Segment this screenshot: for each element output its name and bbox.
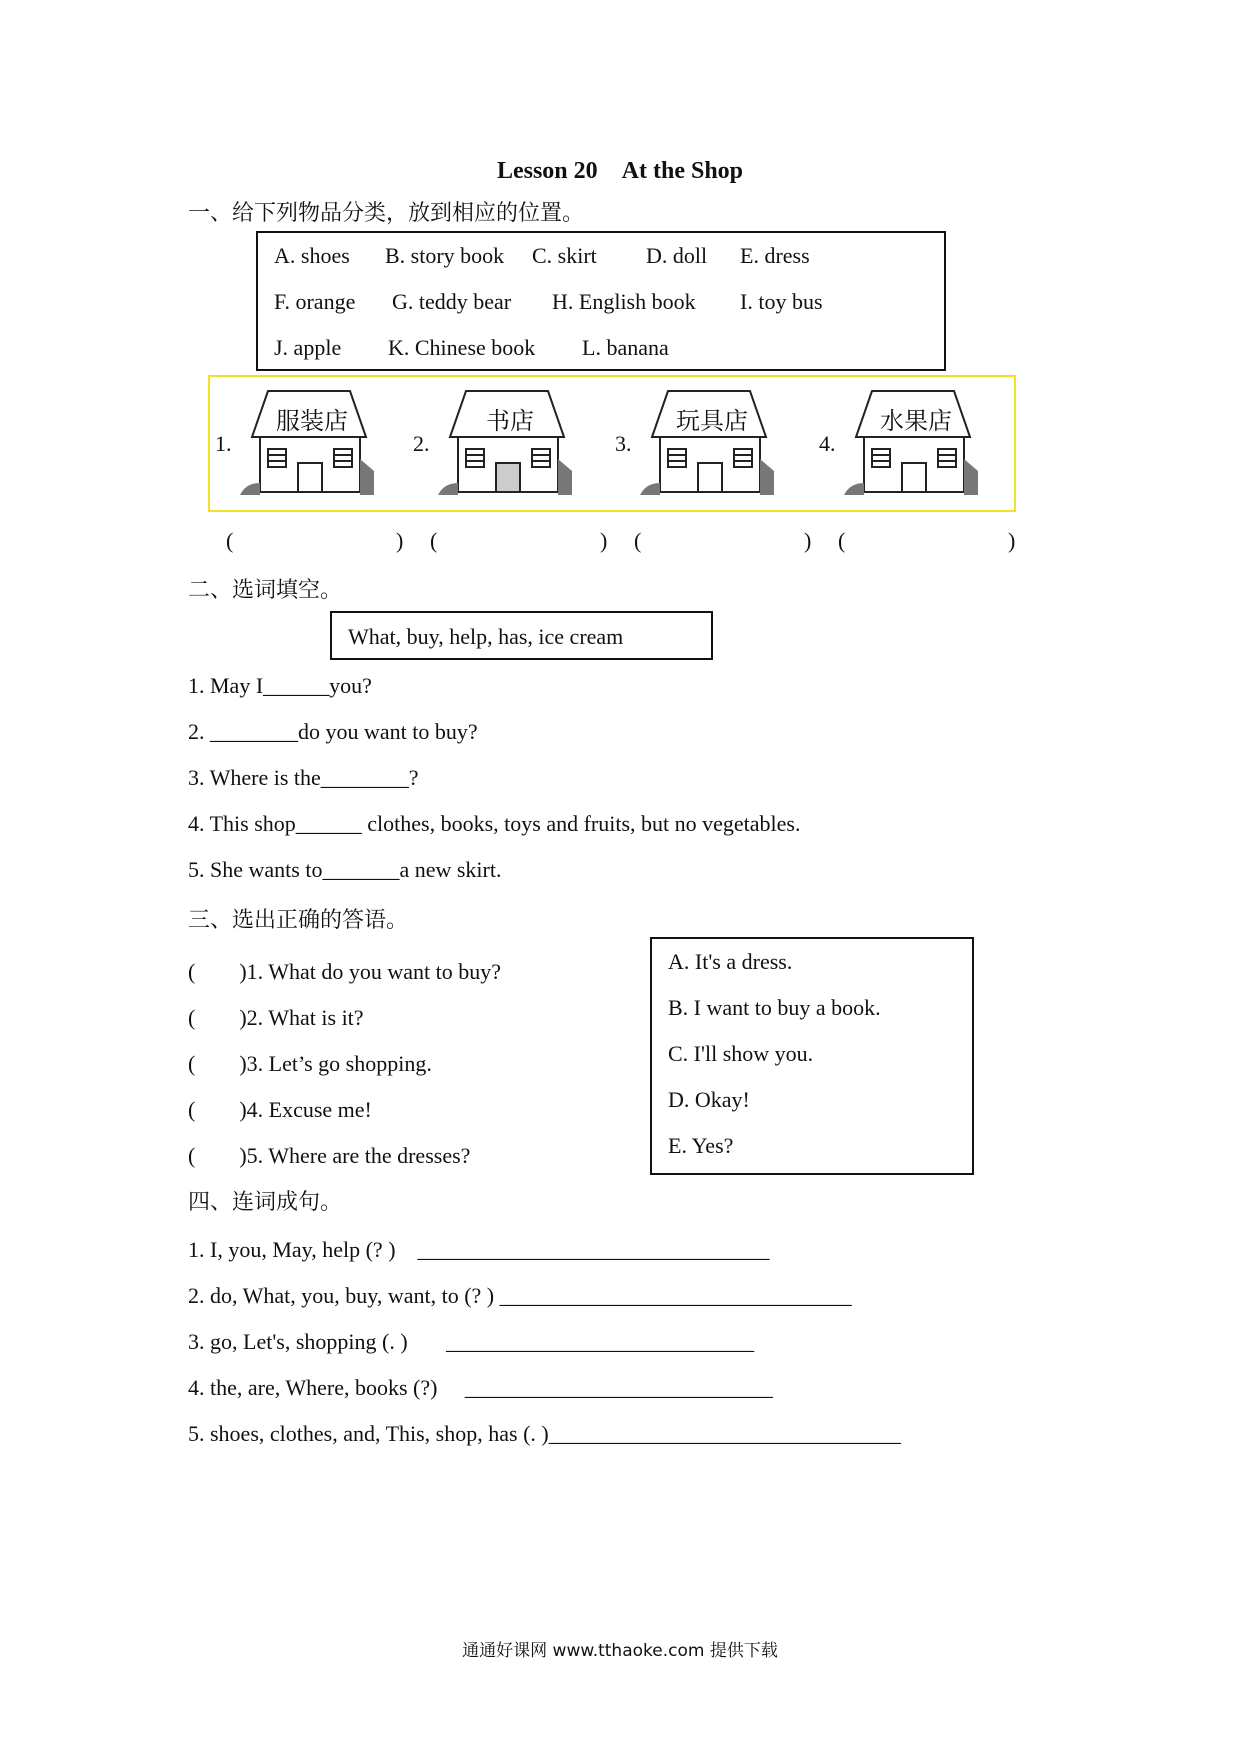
shop-4-sign: 水果店 bbox=[880, 407, 952, 435]
question-4: ( )4. Excuse me! bbox=[188, 1097, 372, 1122]
paren-open-4: ( bbox=[838, 528, 846, 553]
answers-box bbox=[650, 937, 974, 1175]
item-b: B. story book bbox=[385, 243, 505, 268]
paren-close-1: ) bbox=[396, 528, 404, 553]
section3-heading: 三、选出正确的答语。 bbox=[188, 908, 409, 933]
shop-2 bbox=[408, 377, 598, 510]
item-a: A. shoes bbox=[274, 243, 350, 268]
question-5: ( )5. Where are the dresses? bbox=[188, 1143, 471, 1168]
question-1: ( )1. What do you want to buy? bbox=[188, 959, 502, 984]
paren-close-3: ) bbox=[804, 528, 812, 553]
answer-b: B. I want to buy a book. bbox=[668, 995, 881, 1020]
sentence-item-3: 3. go, Let's, shopping (. ) ____________________________ bbox=[188, 1329, 755, 1354]
items-box bbox=[256, 231, 946, 371]
shop-3 bbox=[610, 377, 800, 510]
page-title: Lesson 20 At the Shop bbox=[496, 158, 744, 184]
paren-open-2: ( bbox=[430, 528, 438, 553]
sentence-item-1: 1. I, you, May, help (? ) ________________________________ bbox=[188, 1237, 770, 1262]
fill-item-2: 2. ________do you want to buy? bbox=[188, 719, 478, 744]
item-i: I. toy bus bbox=[740, 289, 823, 314]
answer-c: C. I'll show you. bbox=[668, 1041, 814, 1066]
section1-heading: 一、给下列物品分类，放到相应的位置。 bbox=[188, 201, 585, 226]
shop-3-sign: 玩具店 bbox=[676, 407, 748, 435]
fill-item-1: 1. May I______you? bbox=[188, 673, 372, 698]
answer-e: E. Yes? bbox=[668, 1133, 734, 1158]
shop-4-number: 4. bbox=[819, 431, 836, 456]
wordbox bbox=[330, 611, 713, 660]
shop-2-sign: 书店 bbox=[486, 407, 534, 435]
paren-open-3: ( bbox=[634, 528, 642, 553]
question-2: ( )2. What is it? bbox=[188, 1005, 364, 1030]
sentence-item-2: 2. do, What, you, buy, want, to (? ) ________________________________ bbox=[188, 1283, 852, 1308]
item-k: K. Chinese book bbox=[388, 335, 536, 360]
question-3: ( )3. Let’s go shopping. bbox=[188, 1051, 432, 1076]
answer-d: D. Okay! bbox=[668, 1087, 750, 1112]
answer-a: A. It's a dress. bbox=[668, 949, 793, 974]
shop-1-number: 1. bbox=[215, 431, 232, 456]
item-j: J. apple bbox=[274, 335, 342, 360]
item-g: G. teddy bear bbox=[392, 289, 512, 314]
fill-item-4: 4. This shop______ clothes, books, toys and fruits, but no vegetables. bbox=[188, 811, 801, 836]
fill-item-5: 5. She wants to_______a new skirt. bbox=[188, 857, 502, 882]
shop-1-sign: 服装店 bbox=[276, 407, 348, 435]
item-c: C. skirt bbox=[532, 243, 597, 268]
shops-picture bbox=[208, 375, 1016, 512]
item-d: D. doll bbox=[646, 243, 708, 268]
paren-close-2: ) bbox=[600, 528, 608, 553]
item-h: H. English book bbox=[552, 289, 696, 314]
paren-close-4: ) bbox=[1008, 528, 1016, 553]
sentence-item-4: 4. the, are, Where, books (?) ____________________________ bbox=[188, 1375, 773, 1400]
shop-4 bbox=[814, 377, 1004, 510]
wordbox-text: What, buy, help, has, ice cream bbox=[348, 624, 624, 649]
footer: 通通好课网 www.tthaoke.com 提供下载 bbox=[462, 1641, 778, 1661]
item-e: E. dress bbox=[740, 243, 810, 268]
paren-open-1: ( bbox=[226, 528, 234, 553]
shop-3-number: 3. bbox=[615, 431, 632, 456]
shop-2-number: 2. bbox=[413, 431, 430, 456]
fill-item-3: 3. Where is the________? bbox=[188, 765, 419, 790]
item-l: L. banana bbox=[582, 335, 669, 360]
shop-1 bbox=[210, 377, 400, 510]
section4-heading: 四、连词成句。 bbox=[188, 1190, 343, 1215]
item-f: F. orange bbox=[274, 289, 356, 314]
section2-heading: 二、选词填空。 bbox=[188, 578, 343, 603]
sentence-item-5: 5. shoes, clothes, and, This, shop, has (. )________________________________ bbox=[188, 1421, 901, 1446]
